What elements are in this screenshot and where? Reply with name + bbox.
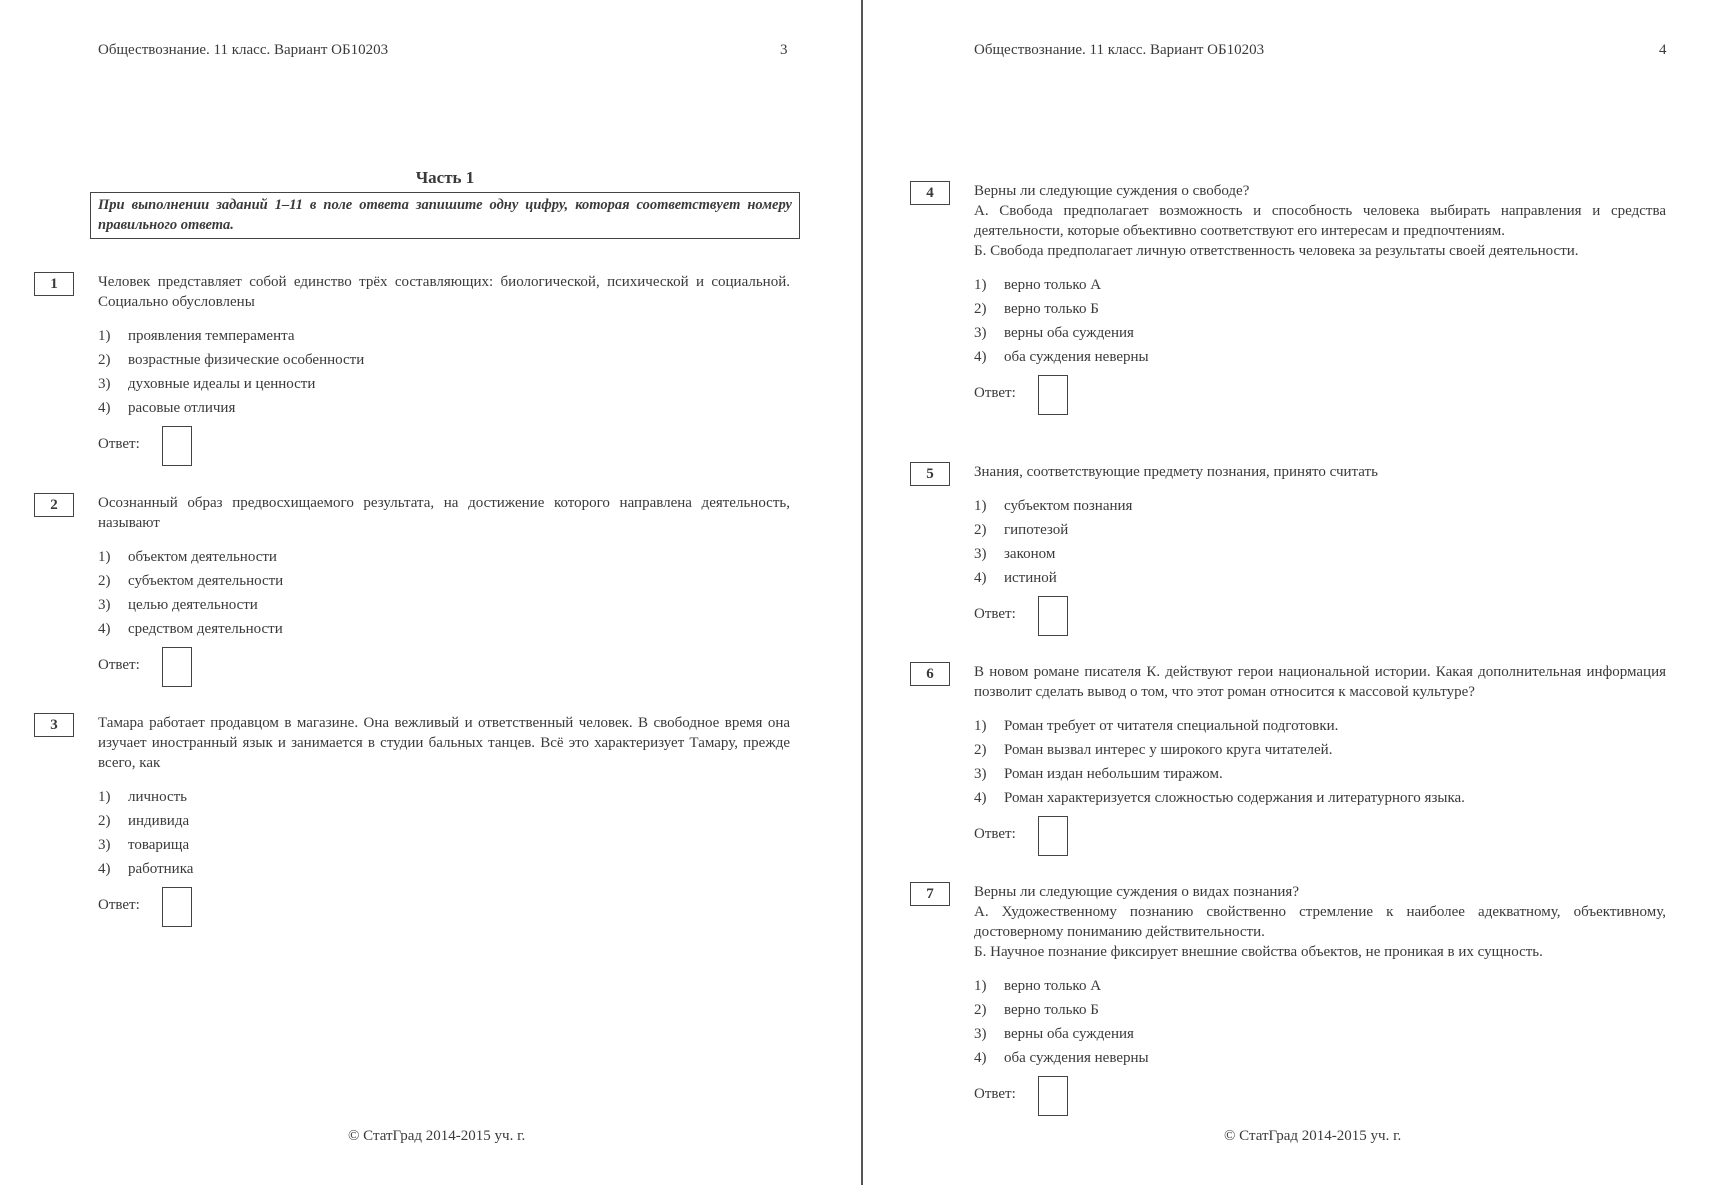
answer-box[interactable]: [162, 426, 192, 466]
option-item: [974, 299, 1666, 323]
task-paragraph: Осознанный образ предвосхищаемого результата, на достижение которого направлена деятельность, называют: [98, 495, 790, 531]
task-paragraph: Б. Научное познание фиксирует внешние свойства объектов, не проникая в их сущность.: [974, 944, 1543, 960]
answer-label: Ответ:: [98, 657, 140, 673]
option-list: [98, 547, 790, 643]
option-item: [98, 398, 790, 422]
task-3: [50, 713, 790, 927]
option-item: [974, 347, 1666, 371]
task-number: 3: [34, 713, 74, 737]
option-item: [98, 350, 790, 374]
right-page: [864, 0, 1722, 1185]
page-header: Обществознание. 11 класс. Вариант ОБ10203: [974, 42, 1265, 58]
task-paragraph: Верны ли следующие суждения о свободе?: [974, 183, 1250, 199]
option-text: оба суждения неверны: [1004, 349, 1149, 365]
option-item: [974, 716, 1666, 740]
task-4: [926, 181, 1666, 415]
option-number: 3): [974, 546, 987, 562]
task-7: [926, 882, 1666, 1116]
task-text: [974, 662, 1666, 702]
option-item: [974, 764, 1666, 788]
answer-row: [974, 1076, 1666, 1116]
option-list: [974, 275, 1666, 371]
task-text: [98, 493, 790, 533]
option-number: 2): [974, 1002, 987, 1018]
answer-box[interactable]: [1038, 1076, 1068, 1116]
option-item: [974, 788, 1666, 812]
option-text: гипотезой: [1004, 522, 1069, 538]
option-item: [974, 275, 1666, 299]
option-text: Роман вызвал интерес у широкого круга читателей.: [1004, 742, 1333, 758]
option-item: [974, 976, 1666, 1000]
task-text: [974, 462, 1666, 482]
answer-label: Ответ:: [974, 385, 1016, 401]
answer-label: Ответ:: [974, 826, 1016, 842]
option-item: [98, 787, 790, 811]
task-paragraph: А. Свобода предполагает возможность и способность человека выбирать направления и средства деятельности, которые объективно соответствуют его интересам и предпочтениям.: [974, 203, 1666, 239]
answer-row: [98, 647, 790, 687]
answer-row: [974, 596, 1666, 636]
answer-label: Ответ:: [974, 1086, 1016, 1102]
option-text: верно только А: [1004, 277, 1102, 293]
option-text: верны оба суждения: [1004, 325, 1134, 341]
answer-row: [98, 426, 790, 466]
answer-label: Ответ:: [98, 436, 140, 452]
option-item: [974, 740, 1666, 764]
option-item: [974, 544, 1666, 568]
option-text: верно только А: [1004, 978, 1102, 994]
option-item: [974, 1024, 1666, 1048]
answer-label: Ответ:: [98, 897, 140, 913]
option-number: 4): [974, 1050, 987, 1066]
task-number: 7: [910, 882, 950, 906]
option-text: Роман характеризуется сложностью содержания и литературного языка.: [1004, 790, 1465, 806]
answer-box[interactable]: [1038, 596, 1068, 636]
option-item: [974, 1000, 1666, 1024]
option-text: истиной: [1004, 570, 1057, 586]
option-item: [98, 619, 790, 643]
option-item: [974, 323, 1666, 347]
option-text: оба суждения неверны: [1004, 1050, 1149, 1066]
answer-box[interactable]: [1038, 375, 1068, 415]
option-text: объектом деятельности: [128, 549, 277, 565]
option-number: 1): [974, 498, 987, 514]
page-footer: © СтатГрад 2014-2015 уч. г.: [348, 1128, 526, 1144]
option-number: 3): [98, 597, 111, 613]
task-paragraph: Верны ли следующие суждения о видах познания?: [974, 884, 1299, 900]
option-text: верно только Б: [1004, 1002, 1099, 1018]
option-text: субъектом деятельности: [128, 573, 284, 589]
option-list: [974, 976, 1666, 1072]
page-number: 4: [1659, 42, 1667, 58]
option-item: [98, 595, 790, 619]
task-paragraph: Б. Свобода предполагает личную ответственность человека за результаты своей деятельности.: [974, 243, 1579, 259]
option-text: законом: [1004, 546, 1056, 562]
task-text: [98, 272, 790, 312]
option-list: [98, 326, 790, 422]
option-number: 1): [98, 789, 111, 805]
option-number: 1): [98, 549, 111, 565]
option-number: 3): [974, 1026, 987, 1042]
instruction-box: При выполнении заданий 1–11 в поле ответа запишите одну цифру, которая соответствует номеру правильного ответа.: [90, 192, 800, 239]
option-item: [98, 547, 790, 571]
option-number: 2): [974, 301, 987, 317]
option-item: [974, 496, 1666, 520]
option-number: 3): [98, 837, 111, 853]
task-paragraph: А. Художественному познанию свойственно стремление к наиболее адекватному, объективному, достоверному пониманию действительности.: [974, 904, 1666, 940]
option-text: личность: [128, 789, 188, 805]
answer-row: [98, 887, 790, 927]
option-list: [98, 787, 790, 883]
option-item: [974, 1048, 1666, 1072]
option-text: средством деятельности: [128, 621, 283, 637]
option-item: [98, 835, 790, 859]
option-number: 3): [974, 766, 987, 782]
option-text: субъектом познания: [1004, 498, 1133, 514]
option-text: расовые отличия: [128, 400, 236, 416]
page-footer: © СтатГрад 2014-2015 уч. г.: [1224, 1128, 1402, 1144]
task-number: 4: [910, 181, 950, 205]
task-number: 5: [910, 462, 950, 486]
option-list: [974, 496, 1666, 592]
option-number: 4): [98, 861, 111, 877]
option-number: 2): [974, 742, 987, 758]
page-number: 3: [780, 42, 788, 58]
option-number: 1): [974, 978, 987, 994]
option-number: 1): [98, 328, 111, 344]
option-item: [98, 859, 790, 883]
answer-box[interactable]: [162, 887, 192, 927]
task-1: [50, 272, 790, 466]
option-text: товарища: [128, 837, 190, 853]
answer-box[interactable]: [1038, 816, 1068, 856]
option-number: 2): [98, 813, 111, 829]
option-item: [974, 520, 1666, 544]
task-text: [974, 882, 1666, 962]
answer-row: [974, 816, 1666, 856]
option-number: 4): [98, 400, 111, 416]
task-2: [50, 493, 790, 687]
task-5: [926, 462, 1666, 636]
option-text: верно только Б: [1004, 301, 1099, 317]
task-number: 6: [910, 662, 950, 686]
answer-box[interactable]: [162, 647, 192, 687]
answer-row: [974, 375, 1666, 415]
option-item: [974, 568, 1666, 592]
task-number: 2: [34, 493, 74, 517]
option-number: 1): [974, 718, 987, 734]
option-text: верны оба суждения: [1004, 1026, 1134, 1042]
option-text: Роман требует от читателя специальной подготовки.: [1004, 718, 1339, 734]
option-item: [98, 811, 790, 835]
task-text: [98, 713, 790, 773]
answer-label: Ответ:: [974, 606, 1016, 622]
option-item: [98, 374, 790, 398]
task-paragraph: Тамара работает продавцом в магазине. Она вежливый и ответственный человек. В свободное время она изучает иностранный язык и занимается в студии бальных танцев. Всё это характеризует Тамару, прежде всего, как: [98, 715, 790, 771]
option-item: [98, 571, 790, 595]
option-number: 3): [98, 376, 111, 392]
option-text: индивида: [128, 813, 190, 829]
option-list: [974, 716, 1666, 812]
task-text: [974, 181, 1666, 261]
option-text: работника: [128, 861, 194, 877]
task-6: [926, 662, 1666, 856]
option-number: 4): [974, 570, 987, 586]
option-text: возрастные физические особенности: [128, 352, 365, 368]
option-number: 2): [98, 573, 111, 589]
option-number: 2): [974, 522, 987, 538]
page-header: Обществознание. 11 класс. Вариант ОБ10203: [98, 42, 389, 58]
option-number: 4): [974, 349, 987, 365]
option-number: 4): [974, 790, 987, 806]
option-number: 2): [98, 352, 111, 368]
task-paragraph: Знания, соответствующие предмету познания, принято считать: [974, 464, 1378, 480]
option-text: проявления темперамента: [128, 328, 295, 344]
task-paragraph: Человек представляет собой единство трёх составляющих: биологической, психической и социальной. Социально обусловлены: [98, 274, 790, 310]
option-text: Роман издан небольшим тиражом.: [1004, 766, 1223, 782]
option-number: 3): [974, 325, 987, 341]
option-number: 4): [98, 621, 111, 637]
option-item: [98, 326, 790, 350]
option-text: целью деятельности: [128, 597, 258, 613]
task-paragraph: В новом романе писателя К. действуют герои национальной истории. Какая дополнительная информация позволит сделать вывод о том, что этот роман относится к массовой культуре?: [974, 664, 1666, 700]
task-number: 1: [34, 272, 74, 296]
option-number: 1): [974, 277, 987, 293]
option-text: духовные идеалы и ценности: [128, 376, 316, 392]
part-title: Часть 1: [415, 168, 475, 187]
